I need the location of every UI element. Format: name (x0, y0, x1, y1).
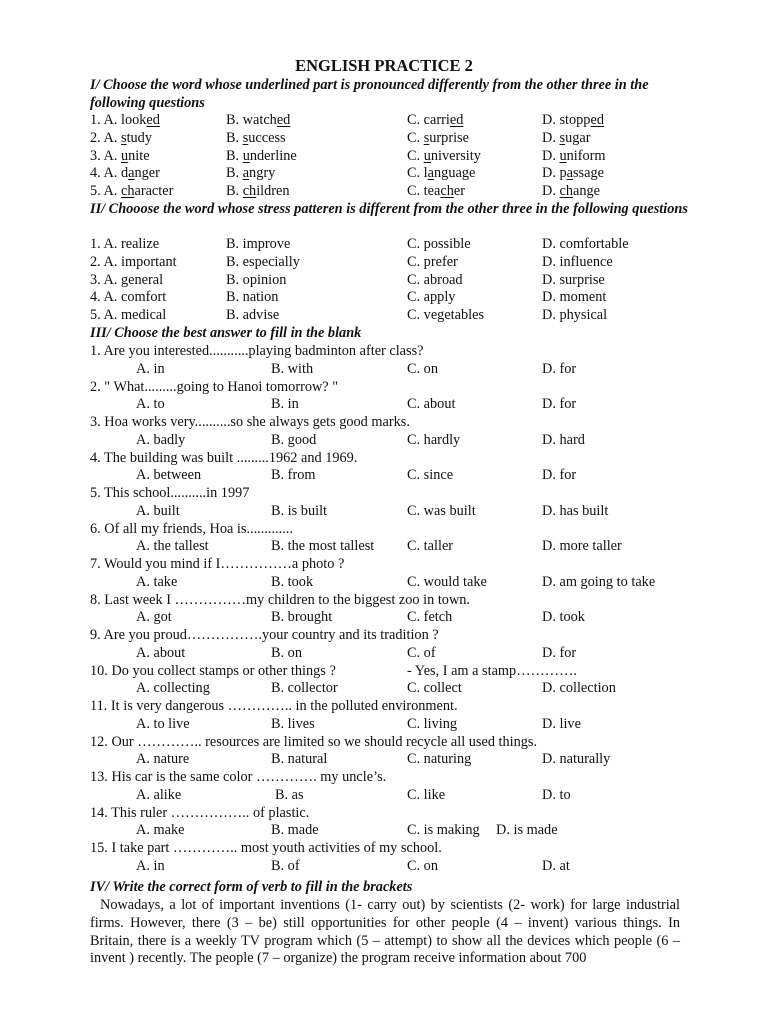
answer-option: D. to (542, 786, 571, 803)
answer-option: B. children (226, 183, 290, 200)
question-text: 11. It is very dangerous ………….. in the polluted environment. (90, 698, 458, 714)
answer-option: A. got (136, 609, 172, 626)
answer-option: A. in (136, 857, 165, 874)
answer-option: D. influence (542, 253, 613, 270)
pronunciation-question (90, 165, 690, 183)
answer-option: B. angry (226, 165, 276, 182)
answer-option: 1. A. realize (90, 236, 160, 252)
answer-option: B. in (271, 396, 299, 413)
answer-option: C. on (407, 360, 438, 377)
answer-option: A. built (136, 502, 180, 519)
answer-option: D. live (542, 715, 581, 732)
answer-option: D. for (542, 396, 577, 413)
question-text: 1. Are you interested...........playing badminton after class? (90, 343, 424, 359)
answer-option: D. more taller (542, 538, 622, 555)
answer-option: B. brought (271, 609, 333, 626)
answer-option: D. at (542, 857, 570, 874)
pronunciation-question (90, 112, 690, 130)
answer-option: C. language (407, 165, 476, 182)
answer-option: D. sugar (542, 129, 591, 146)
answer-option: C. like (407, 786, 446, 803)
answer-option: C. on (407, 857, 438, 874)
answer-options (0, 503, 768, 521)
section-3-heading: III/ Choose the best answer to fill in the blank (90, 325, 362, 341)
answer-option: B. from (271, 467, 316, 484)
stress-question (90, 254, 690, 272)
answer-option: C. prefer (407, 253, 458, 270)
section-2-heading: II/ Chooose the word whose stress patteren is different from the other three in the following questions (90, 201, 688, 217)
answer-option: D. naturally (542, 751, 611, 768)
answer-option: A. collecting (136, 680, 210, 697)
answer-option: D. is made (496, 822, 558, 839)
answer-options (0, 609, 768, 627)
answer-option: A. the tallest (136, 538, 209, 555)
answer-options (0, 716, 768, 734)
answer-option: D. collection (542, 680, 616, 697)
answer-option: D. moment (542, 289, 607, 306)
answer-option: A. alike (136, 786, 182, 803)
answer-option: A. take (136, 573, 178, 590)
stress-question (90, 236, 690, 254)
answer-option: A. about (136, 644, 186, 661)
answer-option: B. on (271, 644, 302, 661)
answer-option: B. of (271, 857, 300, 874)
answer-option: C. taller (407, 538, 454, 555)
answer-option: C. would take (407, 573, 487, 590)
question-text: 5. This school..........in 1997 (90, 485, 250, 501)
question-text: 4. The building was built .........1962 and 1969. (90, 449, 358, 466)
answer-option: B. with (271, 360, 314, 377)
question-text: 15. I take part ………….. most youth activities of my school. (90, 840, 442, 856)
question-text: 14. This ruler …………….. of plastic. (90, 804, 310, 821)
answer-option: B. watched (226, 112, 291, 128)
answer-option: C. of (407, 644, 436, 661)
question-text: 6. Of all my friends, Hoa is............. (90, 520, 293, 537)
answer-option: 4. A. comfort (90, 289, 167, 306)
answer-option: B. lives (271, 715, 315, 732)
question-text: 3. Hoa works very..........so she always gets good marks. (90, 414, 410, 430)
answer-option: 5. A. character (90, 183, 174, 200)
answer-options (0, 858, 768, 876)
answer-option: B. nation (226, 289, 279, 306)
answer-option: D. uniform (542, 147, 606, 164)
answer-option: C. teacher (407, 183, 465, 200)
answer-options (0, 467, 768, 485)
answer-option: A. nature (136, 751, 190, 768)
answer-option: C. was built (407, 502, 476, 519)
question-text: 13. His car is the same color …………. my uncle’s. (90, 769, 387, 785)
answer-option: D. comfortable (542, 236, 629, 252)
answer-option: C. since (407, 467, 454, 484)
answer-options (0, 574, 768, 592)
answer-option: C. university (407, 147, 481, 164)
answer-options (0, 396, 768, 414)
answer-option: B. especially (226, 253, 300, 270)
stress-question (90, 307, 690, 325)
answer-option: C. hardly (407, 431, 461, 448)
answer-option: B. natural (271, 751, 328, 768)
answer-option: A. badly (136, 431, 186, 448)
answer-option: B. made (271, 822, 319, 839)
answer-option: 5. A. medical (90, 307, 167, 324)
question-text: 8. Last week I ……………my children to the biggest zoo in town. (90, 591, 470, 608)
answer-option: B. improve (226, 236, 291, 252)
answer-option: D. am going to take (542, 573, 656, 590)
answer-option: C. collect (407, 680, 462, 697)
stress-question (90, 272, 690, 290)
answer-options (0, 680, 768, 698)
answer-options (0, 751, 768, 769)
answer-options (0, 645, 768, 663)
answer-option: D. hard (542, 431, 585, 448)
answer-option: C. about (407, 396, 456, 413)
answer-option: B. good (271, 431, 317, 448)
answer-option: C. abroad (407, 271, 463, 288)
pronunciation-question (90, 148, 690, 166)
answer-option: B. underline (226, 147, 297, 164)
answer-option: B. success (226, 129, 286, 146)
answer-option: D. stopped (542, 112, 604, 128)
answer-option: C. living (407, 715, 458, 732)
answer-option: C. surprise (407, 129, 469, 146)
answer-option: B. as (275, 786, 304, 803)
answer-option: B. advise (226, 307, 280, 324)
answer-option: 2. A. study (90, 129, 152, 146)
pronunciation-question (90, 183, 690, 201)
answer-option: D. has built (542, 502, 609, 519)
question-text: 7. Would you mind if I……………a photo ? (90, 556, 345, 572)
section-1-heading: I/ Choose the word whose underlined part is pronounced differently from the other three in the following questions (90, 77, 649, 111)
answer-option: A. to live (136, 715, 190, 732)
answer-option: 2. A. important (90, 253, 177, 270)
pronunciation-question (90, 130, 690, 148)
answer-option: C. carried (407, 112, 464, 128)
question-text: 9. Are you proud…………….your country and its tradition ? (90, 627, 439, 643)
section-4-heading: IV/ Write the correct form of verb to fill in the brackets (90, 879, 413, 895)
answer-option: 4. A. danger (90, 165, 160, 182)
stress-question (90, 289, 690, 307)
answer-options (0, 538, 768, 556)
answer-option: D. passage (542, 165, 604, 182)
answer-option: D. surprise (542, 271, 605, 288)
answer-option: 3. A. general (90, 271, 164, 288)
answer-option: D. for (542, 360, 577, 377)
page-title: ENGLISH PRACTICE 2 (295, 56, 473, 75)
answer-option: B. is built (271, 502, 328, 519)
answer-option: C. possible (407, 236, 471, 252)
answer-option: A. in (136, 360, 165, 377)
answer-option: B. took (271, 573, 314, 590)
answer-options (0, 822, 768, 840)
answer-options (0, 787, 768, 805)
answer-option: B. the most tallest (271, 538, 375, 555)
question-text: 12. Our ………….. resources are limited so we should recycle all used things. (90, 733, 538, 750)
answer-option: B. collector (271, 680, 338, 697)
answer-option: D. change (542, 183, 600, 200)
answer-option: D. took (542, 609, 585, 626)
answer-option: 1. A. looked (90, 112, 160, 128)
answer-option: B. opinion (226, 271, 287, 288)
answer-option: D. physical (542, 307, 608, 324)
answer-options (0, 361, 768, 379)
answer-option: C. apply (407, 289, 456, 306)
question-text: 2. " What.........going to Hanoi tomorrow? " (90, 378, 339, 395)
answer-options (0, 432, 768, 450)
answer-option: D. for (542, 644, 577, 661)
answer-option: C. naturing (407, 751, 472, 768)
section-4-paragraph: Nowadays, a lot of important inventions (1- carry out) by scientists (2- work) for large industrial firms. However, there (3 – be) still opportunities for other people (4 – invent) various things. In Britain, there is a weekly TV program which (5 – attempt) to show all the devices which people (6 – invent ) recently. The people (7 – organize) the program receive information about 700 (90, 897, 680, 967)
question-text: 10. Do you collect stamps or other things ? (90, 662, 336, 679)
answer-option: A. make (136, 822, 185, 839)
answer-option: C. is making (407, 822, 480, 839)
answer-option: C. fetch (407, 609, 453, 626)
answer-option: A. between (136, 467, 202, 484)
answer-option: C. vegetables (407, 307, 485, 324)
answer-option: D. for (542, 467, 577, 484)
answer-option: A. to (136, 396, 165, 413)
answer-option: 3. A. unite (90, 147, 150, 164)
question-response: - Yes, I am a stamp…………. (407, 662, 577, 679)
